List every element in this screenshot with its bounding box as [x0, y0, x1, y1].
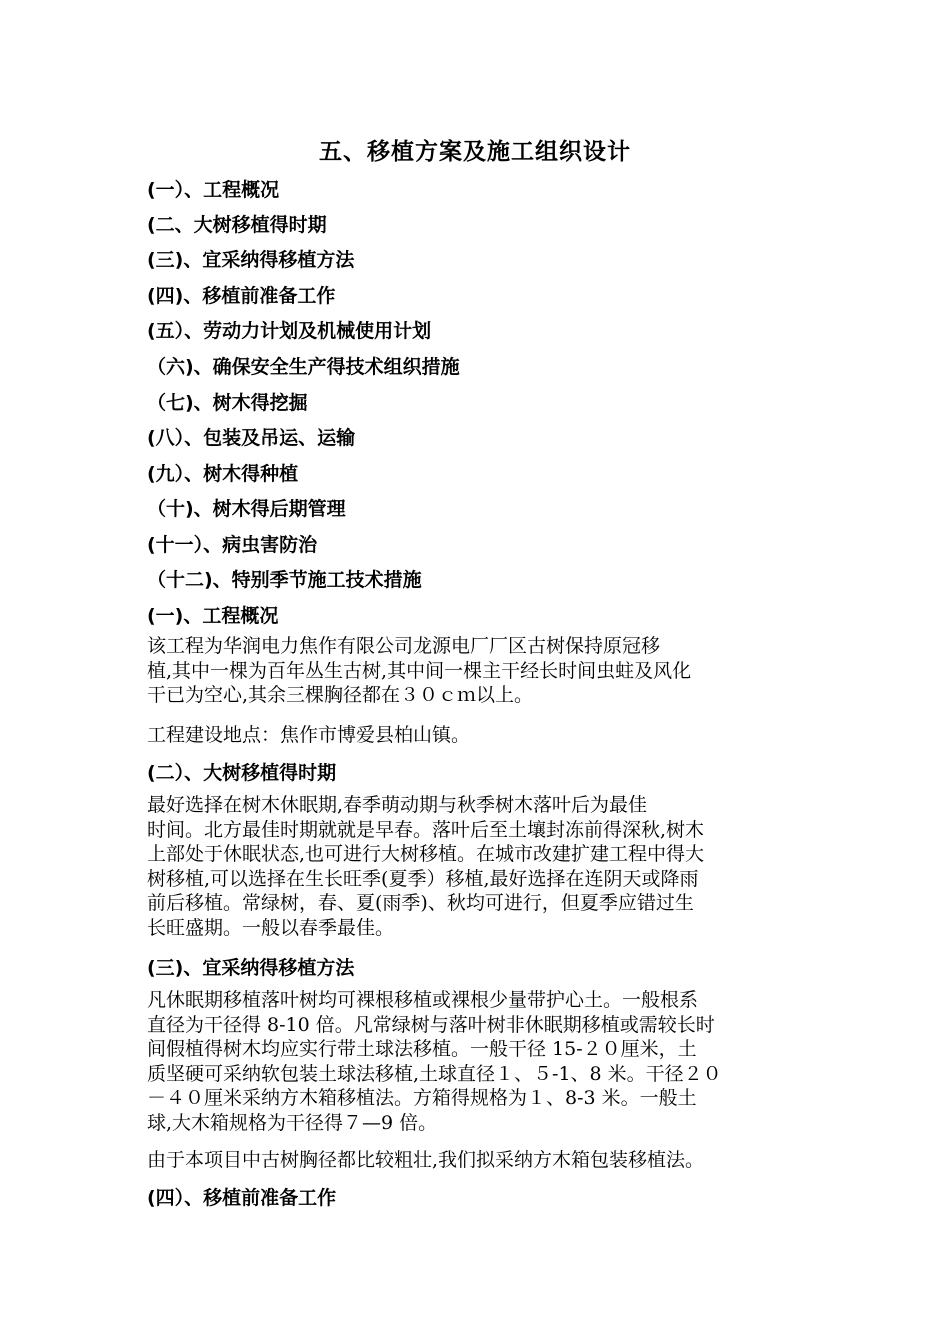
paragraph-line: 该工程为华润电力焦作有限公司龙源电厂厂区古树保持原冠移: [147, 635, 661, 657]
toc-item-10: （十)、树木得后期管理: [147, 498, 346, 520]
toc-item-2: (二、大树移植得时期: [147, 214, 327, 236]
toc-item-1: (一）、工程概况: [147, 179, 280, 201]
paragraph-line: 树移植,可以选择在生长旺季(夏季）移植,最好选择在连阴天或降雨: [147, 867, 699, 890]
paragraph-line: 直径为干径得 8-10 倍。凡常绿树与落叶树非休眠期移植或需较长时: [147, 1013, 715, 1036]
toc-item-4: (四)、移植前准备工作: [147, 285, 336, 307]
paragraph-line: 间假植得树木均应实行带土球法移植。一般干径 15-２０厘米，土: [147, 1038, 697, 1060]
paragraph-line: 质坚硬可采纳软包装土球法移植,土球直径１、５-1、8 米。干径２０: [147, 1062, 722, 1085]
paragraph-line: 长旺盛期。一般以春季最佳。: [147, 916, 395, 939]
section-heading-4: (四）、移植前准备工作: [147, 1187, 337, 1209]
toc-item-7: （七)、树木得挖掘: [147, 392, 308, 414]
toc-item-12: （十二)、特别季节施工技术措施: [147, 569, 422, 591]
toc-item-8: (八）、包装及吊运、运输: [147, 427, 356, 449]
paragraph-line: 上部处于休眠状态,也可进行大树移植。在城市改建扩建工程中得大: [147, 843, 705, 865]
section-heading-1: (一)、工程概况: [147, 605, 279, 627]
section-2-paragraph: [147, 793, 807, 940]
section-heading-3: (三)、宜采纳得移植方法: [147, 957, 355, 979]
section-3-conclusion: 由于本项目中古树胸径都比较粗壮,我们拟采纳方木箱包装移植法。: [147, 1149, 705, 1171]
toc-item-6: （六)、确保安全生产得技术组织措施: [147, 356, 460, 378]
toc-item-11: (十一）、病虫害防治: [147, 534, 318, 556]
toc-item-3: (三)、宜采纳得移植方法: [147, 249, 355, 271]
toc-item-9: (九）、树木得种植: [147, 463, 299, 485]
section-3-paragraph: [147, 988, 807, 1135]
section-1-paragraph: [147, 634, 807, 708]
paragraph-line: 球,大木箱规格为干径得７—9 倍。: [147, 1111, 438, 1134]
paragraph-line: －４０厘米采纳方木箱移植法。方箱得规格为１、8-3 米。一般土: [147, 1087, 697, 1109]
paragraph-line: 植,其中一棵为百年丛生古树,其中间一棵主干经长时间虫蛀及风化: [147, 659, 692, 682]
paragraph-line: 干已为空心,其余三棵胸径都在３０ｃｍ以上。: [147, 684, 534, 706]
toc-item-5: (五）、劳动力计划及机械使用计划: [147, 320, 432, 342]
paragraph-line: 前后移植。常绿树，春、夏(雨季)、秋均可进行，但夏季应错过生: [147, 892, 694, 914]
section-1-location: 工程建设地点：焦作市博爱县柏山镇。: [147, 724, 471, 746]
paragraph-line: 时间。北方最佳时期就就是早春。落叶后至土壤封冻前得深秋,树木: [147, 818, 705, 841]
paragraph-line: 凡休眠期移植落叶树均可裸根移植或裸根少量带护心土。一般根系: [147, 989, 699, 1011]
document-title: 五、移植方案及施工组织设计: [319, 139, 631, 165]
paragraph-line: 最好选择在树木休眠期,春季萌动期与秋季树木落叶后为最佳: [147, 794, 648, 816]
section-heading-2: (二）、大树移植得时期: [147, 762, 337, 784]
